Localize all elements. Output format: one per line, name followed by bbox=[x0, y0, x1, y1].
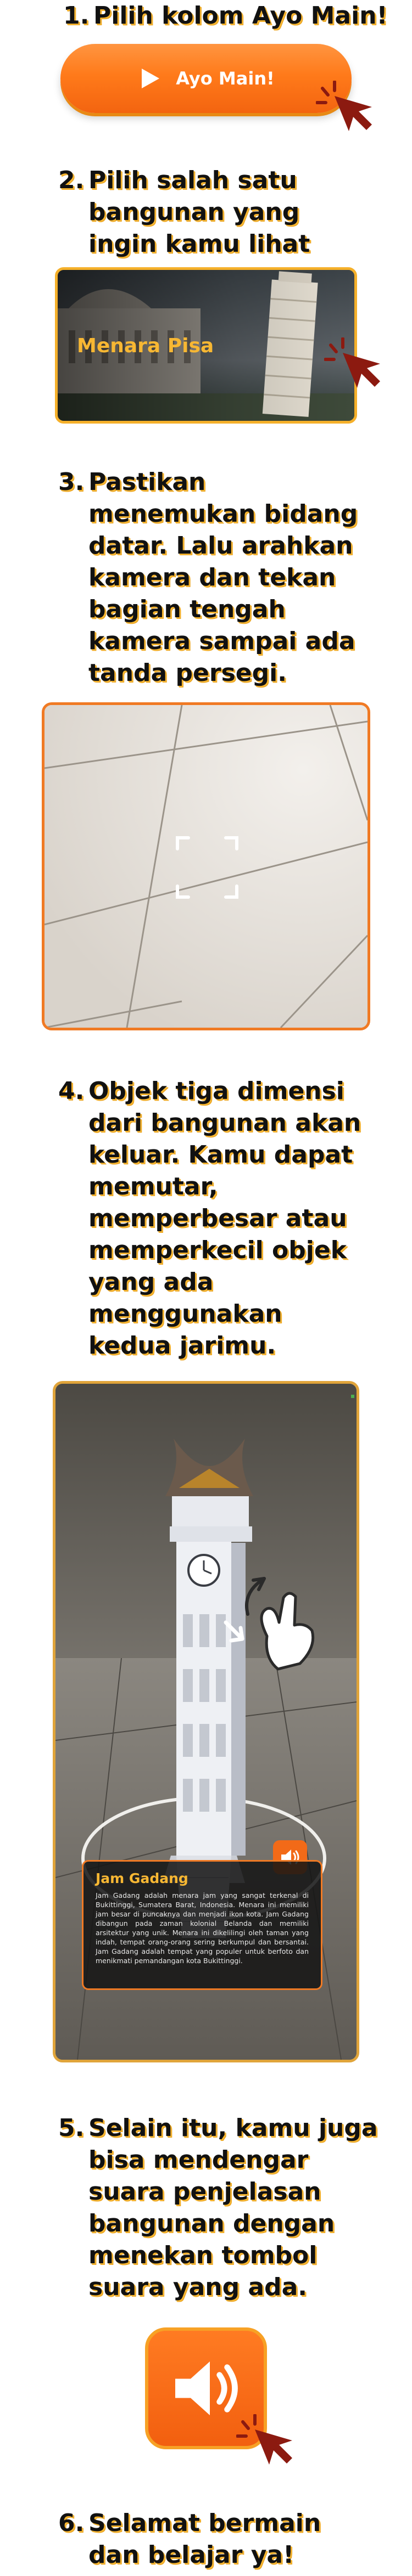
speaker-icon bbox=[168, 2350, 244, 2427]
ar-view-jam-gadang bbox=[53, 1381, 359, 2062]
step-text: Pilih kolom Ayo Main! bbox=[93, 2, 388, 30]
building-card-label: Menara Pisa bbox=[77, 335, 214, 357]
step-1-heading bbox=[63, 0, 404, 32]
pointer-cursor-icon bbox=[316, 81, 376, 136]
step-number: 5. bbox=[58, 2114, 85, 2142]
step-4-heading bbox=[58, 1075, 399, 1362]
ayo-main-button[interactable] bbox=[60, 44, 352, 113]
pointer-cursor-icon bbox=[324, 337, 385, 392]
step-5-heading bbox=[58, 2112, 404, 2303]
play-icon bbox=[137, 66, 162, 91]
step-text: Selain itu, kamu juga bisa mendengar suara penjelasan bangunan dengan menekan tombol suara yang ada. bbox=[88, 2114, 378, 2301]
step-3-heading bbox=[58, 466, 399, 689]
step-text: Objek tiga dimensi dari bangunan akan keluar. Kamu dapat memutar, memperbesar atau memperkecil objek yang ada menggunakan kedua jarimu. bbox=[88, 1077, 361, 1360]
floor-tiles-photo bbox=[44, 705, 368, 1028]
camera-view-floor bbox=[42, 702, 370, 1030]
step-2-heading bbox=[58, 165, 399, 260]
step-number: 6. bbox=[58, 2509, 85, 2537]
step-6-heading bbox=[58, 2507, 399, 2571]
building-card-menara-pisa[interactable] bbox=[55, 267, 357, 424]
step-text: Pastikan menemukan bidang datar. Lalu arahkan kamera dan tekan bagian tengah kamera sampai ada tanda persegi. bbox=[88, 468, 358, 687]
step-number: 1. bbox=[63, 2, 90, 30]
step-number: 2. bbox=[58, 166, 85, 194]
step-number: 3. bbox=[58, 468, 85, 496]
step-text: Pilih salah satu bangunan yang ingin kamu lihat bbox=[88, 166, 310, 258]
info-panel-body: Jam Gadang adalah menara jam yang sangat terkenal di Bukittinggi, Sumatera Barat, Indonesia. Menara ini memiliki jam besar di puncaknya dan menjadi ikon kota. Jam Gadang dibangun pada zaman kolonial Belanda dan memiliki arsitektur yang unik. Menara ini dikelilingi oleh taman yang indah, tempat orang-orang sering berkumpul dan bersantai. Jam Gadang adalah tempat yang populer untuk berfoto dan menikmati pemandangan kota Bukittinggi. bbox=[96, 1891, 309, 1965]
step-text: Selamat bermain dan belajar ya! bbox=[88, 2509, 321, 2569]
info-panel-title: Jam Gadang bbox=[96, 1870, 188, 1886]
info-panel bbox=[82, 1860, 322, 1990]
pointer-cursor-icon bbox=[236, 2414, 297, 2469]
step-number: 4. bbox=[58, 1077, 85, 1105]
ayo-main-label: Ayo Main! bbox=[176, 68, 275, 89]
